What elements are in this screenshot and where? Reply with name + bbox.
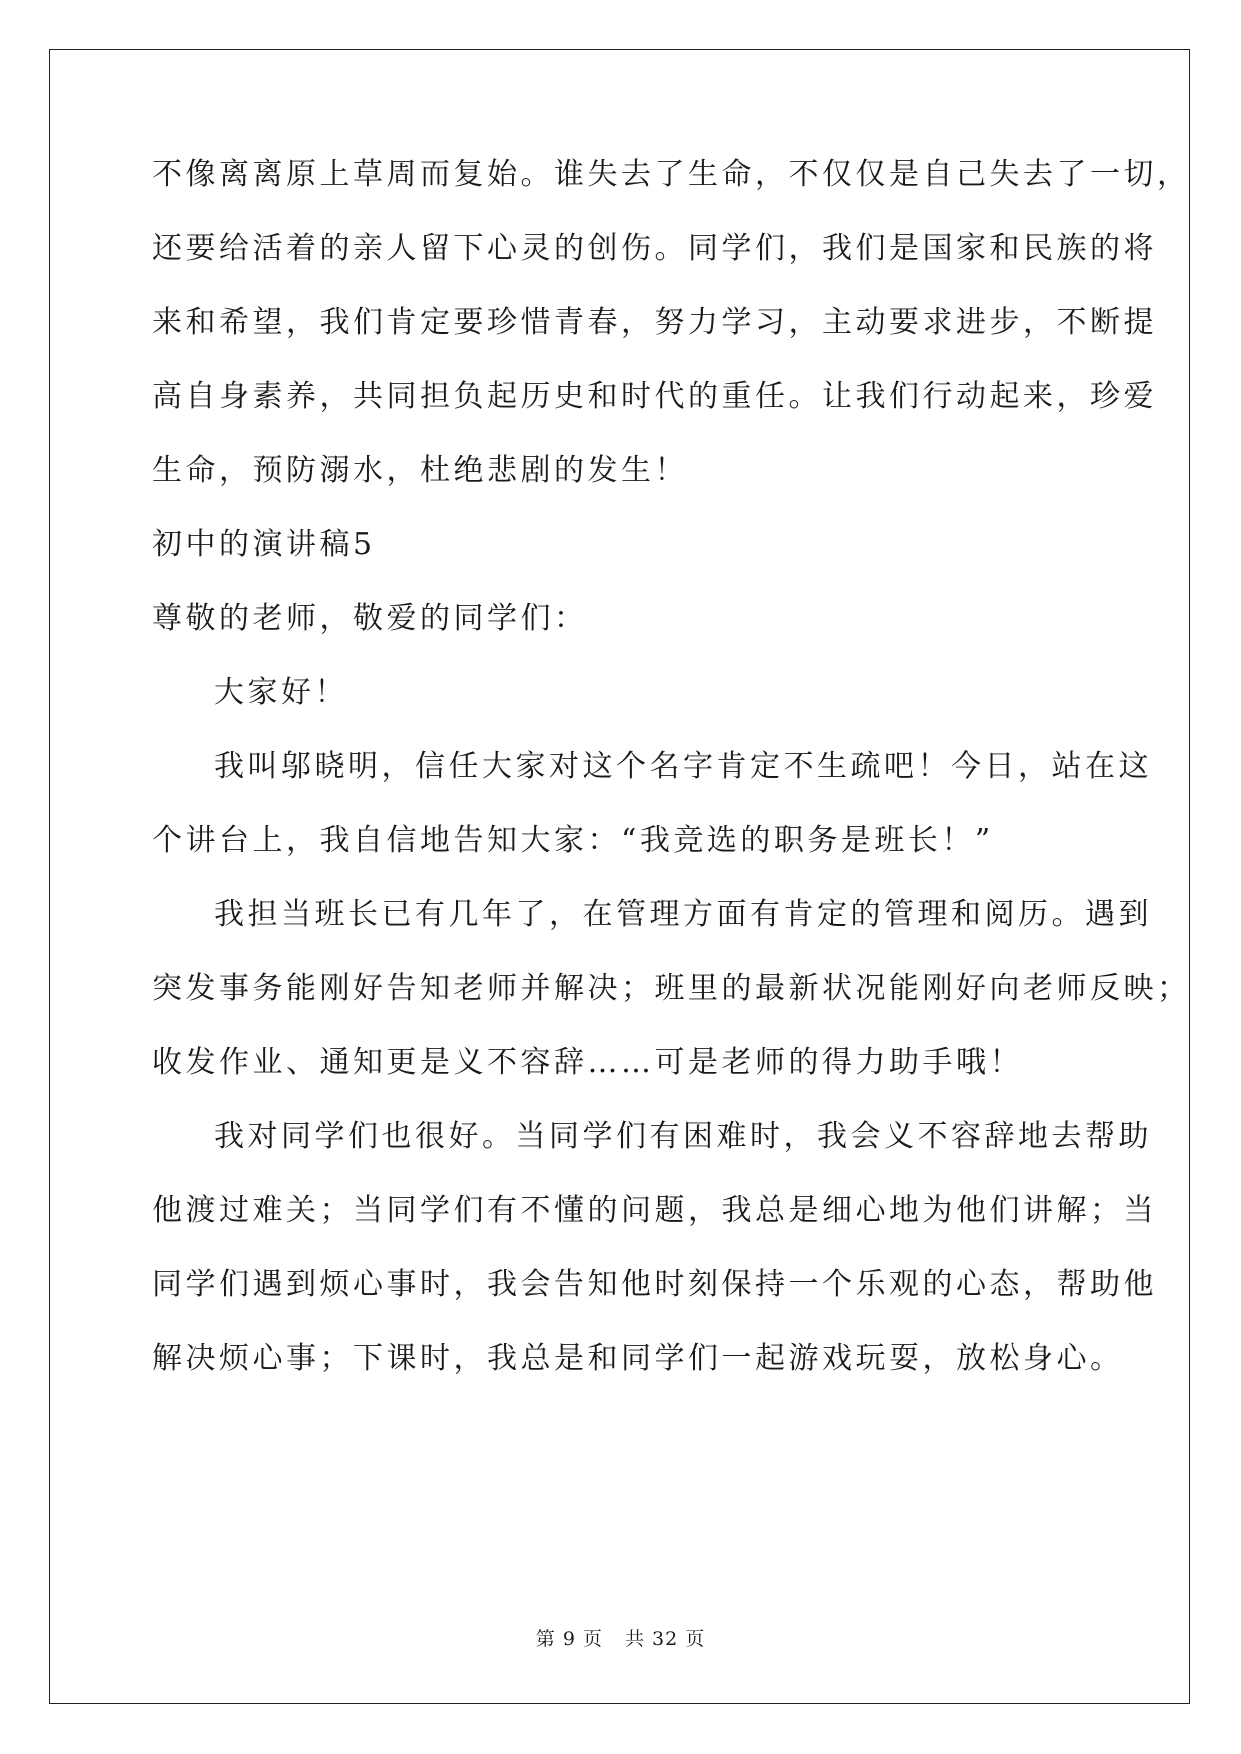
body-line: 生命，预防溺水，杜绝悲剧的发生！: [152, 453, 688, 488]
body-line: 来和希望，我们肯定要珍惜青春，努力学习，主动要求进步，不断提: [152, 305, 1157, 340]
body-line: 高自身素养，共同担负起历史和时代的重任。让我们行动起来，珍爱: [152, 379, 1157, 414]
page-border: [49, 49, 1190, 1704]
page-footer: [0, 1627, 1241, 1651]
greeting: 大家好！: [214, 675, 348, 710]
body-line: 我叫邬晓明，信任大家对这个名字肯定不生疏吧！今日，站在这: [214, 749, 1152, 784]
page-number: 第 9 页: [535, 1628, 603, 1650]
body-line: 不像离离原上草周而复始。谁失去了生命，不仅仅是自己失去了一切，: [152, 157, 1191, 192]
body-line: 他渡过难关；当同学们有不懂的问题，我总是细心地为他们讲解；当: [152, 1193, 1157, 1228]
body-line: 个讲台上，我自信地告知大家：“我竞选的职务是班长！”: [152, 823, 994, 858]
body-line: 还要给活着的亲人留下心灵的创伤。同学们，我们是国家和民族的将: [152, 231, 1157, 266]
salutation: 尊敬的老师，敬爱的同学们：: [152, 601, 588, 636]
body-line: 收发作业、通知更是义不容辞……可是老师的得力助手哦！: [152, 1045, 1023, 1080]
page-total: 共 32 页: [624, 1628, 706, 1650]
section-heading: 初中的演讲稿5: [152, 527, 376, 562]
body-line: 解决烦心事；下课时，我总是和同学们一起游戏玩耍，放松身心。: [152, 1341, 1124, 1376]
body-line: 同学们遇到烦心事时，我会告知他时刻保持一个乐观的心态，帮助他: [152, 1267, 1157, 1302]
body-line: 我担当班长已有几年了，在管理方面有肯定的管理和阅历。遇到: [214, 897, 1152, 932]
body-line: 我对同学们也很好。当同学们有困难时，我会义不容辞地去帮助: [214, 1119, 1152, 1154]
body-line: 突发事务能刚好告知老师并解决；班里的最新状况能刚好向老师反映；: [152, 971, 1191, 1006]
